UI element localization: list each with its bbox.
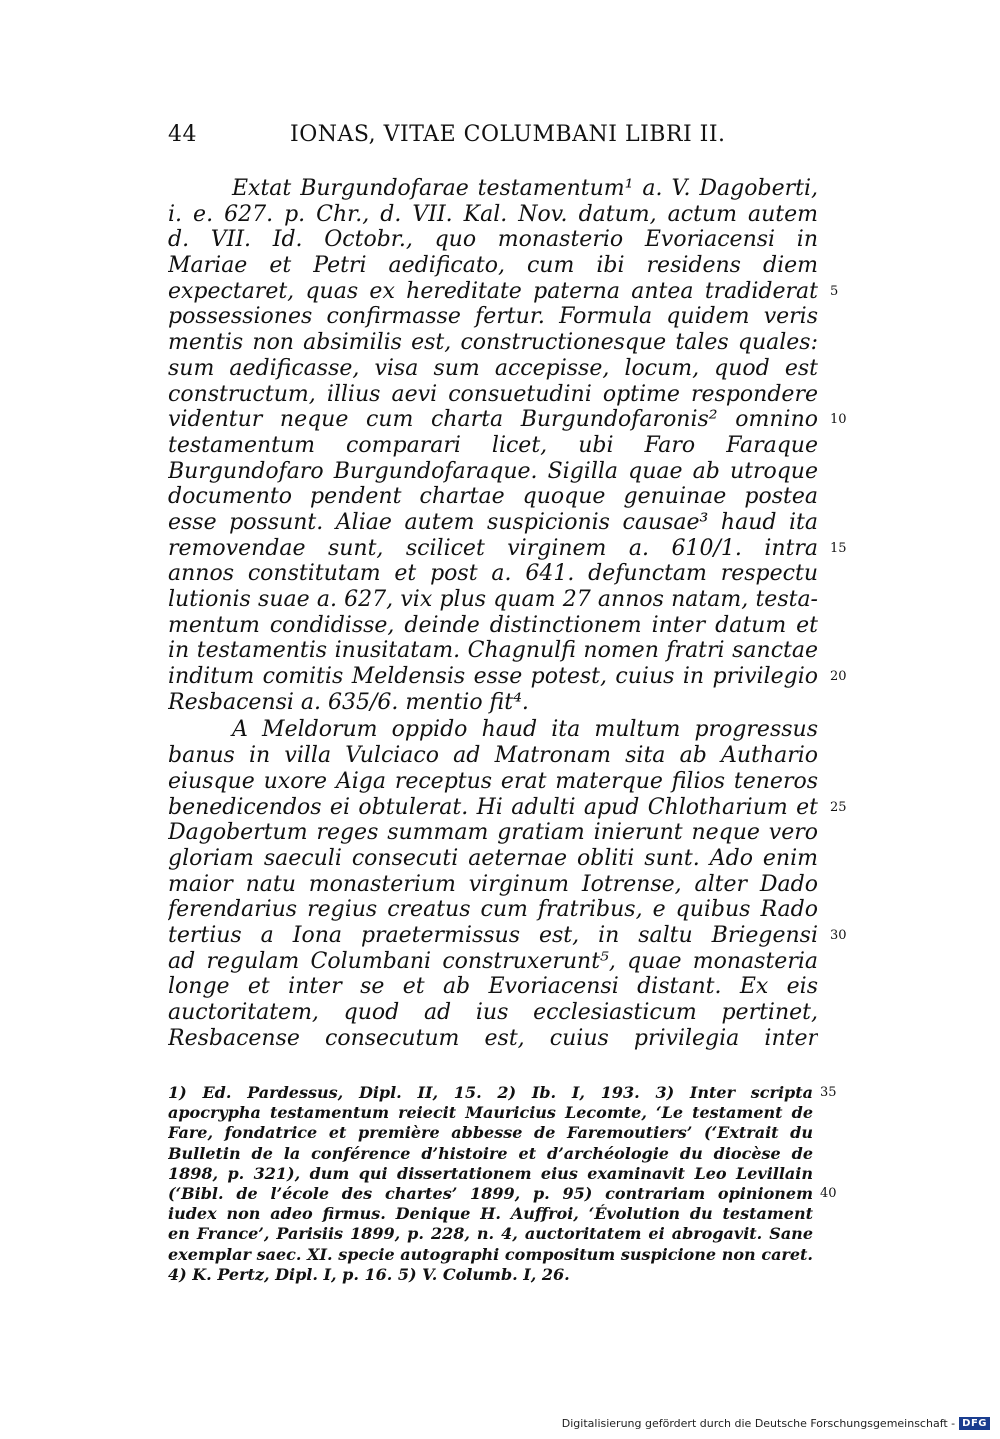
body-line — [168, 176, 818, 202]
line-number: 10 — [830, 412, 847, 428]
body-line-text: documento pendent chartae quoque genuinae postea — [168, 484, 818, 510]
running-title: IONAS, VITAE COLUMBANI LIBRI II. — [290, 122, 726, 147]
body-line-text: benedicendos ei obtulerat. Hi adulti apud Chlotharium et — [168, 794, 818, 820]
body-line — [168, 561, 818, 587]
body-line-text: longe et inter se et ab Evoriacensi distant. Ex eis — [168, 974, 818, 1000]
line-number: 25 — [830, 799, 847, 815]
body-line — [168, 1026, 818, 1052]
body-line-text: maior natu monasterium virginum Iotrense, alter Dado — [168, 871, 818, 897]
body-line-text: Dagobertum reges summam gratiam inierunt neque vero — [168, 820, 818, 846]
body-line-text: in testamentis inusitatam. Chagnulfi nomen fratri sanctae — [168, 638, 818, 664]
body-line — [168, 846, 818, 872]
page-header — [168, 122, 818, 154]
body-line-text: mentis non absimilis est, constructionesque tales quales: — [168, 330, 818, 356]
body-line-text: esse possunt. Aliae autem suspicionis causae³ haud ita — [168, 509, 818, 535]
body-line-text: testamentum comparari licet, ubi Faro Faraque — [168, 432, 818, 458]
body-line — [168, 304, 818, 330]
body-line — [168, 974, 818, 1000]
body-line — [168, 743, 818, 769]
body-line — [168, 690, 818, 716]
body-line — [168, 227, 818, 253]
body-line-text: i. e. 627. p. Chr., d. VII. Kal. Nov. datum, actum autem — [168, 201, 818, 227]
footnote-line-text: apocrypha testamentum reiecit Mauricius Lecomte, ‘Le testament de — [168, 1103, 813, 1123]
body-line-text: auctoritatem, quod ad ius ecclesiasticum pertinet, — [168, 1000, 818, 1025]
body-line — [168, 717, 818, 743]
footnote-line — [168, 1245, 818, 1265]
body-line-text: d. VII. Id. Octobr., quo monasterio Evoriacensi in — [168, 227, 818, 253]
footnote-line — [168, 1265, 818, 1285]
footnote-line — [168, 1083, 837, 1103]
line-number: 15 — [830, 540, 847, 556]
footnote-line-text: 1) Ed. Pardessus, Dipl. II, 15. 2) Ib. I, 193. 3) Inter scripta — [168, 1083, 813, 1102]
body-line — [168, 535, 847, 562]
body-line — [168, 278, 839, 305]
body-line — [168, 510, 818, 536]
body-line — [168, 820, 818, 846]
body-line-text: A Meldorum oppido haud ita multum progressus — [232, 717, 818, 743]
footnote-line — [168, 1164, 818, 1184]
body-line — [168, 613, 818, 639]
footnote-line — [168, 1144, 818, 1164]
body-line-text: Resbacense consecutum est, cuius privilegia inter — [168, 1025, 818, 1051]
body-line — [168, 382, 818, 408]
body-line-text: lutionis suae a. 627, vix plus quam 27 annos natam, testa- — [168, 587, 818, 612]
body-line — [168, 253, 818, 279]
body-line-text: gloriam saeculi consecuti aeternae obliti sunt. Ado enim — [168, 845, 818, 871]
body-line-text: videntur neque cum charta Burgundofaronis² omnino — [168, 407, 818, 433]
body-line — [168, 433, 818, 459]
body-line — [168, 202, 818, 228]
body-line-text: expectaret, quas ex hereditate paterna antea tradiderat — [168, 278, 818, 304]
body-line — [168, 1000, 818, 1026]
line-number: 35 — [820, 1085, 837, 1100]
footnote-line-text: en France’, Parisiis 1899, p. 228, n. 4, auctoritatem ei abrogavit. Sane — [168, 1224, 813, 1244]
footnote-line — [168, 1204, 818, 1224]
body-line-text: sum aedificasse, visa sum accepisse, locum, quod est — [168, 355, 818, 381]
line-number: 20 — [830, 669, 847, 685]
body-line-text: Burgundofaro Burgundofaraque. Sigilla quae ab utroque — [168, 458, 818, 484]
line-number: 30 — [830, 927, 847, 943]
footnotes — [168, 1083, 837, 1285]
body-line — [168, 769, 818, 795]
credit-text: Digitalisierung gefördert durch die Deutsche Forschungsgemeinschaft - — [561, 1417, 956, 1430]
body-line — [168, 587, 818, 613]
body-line — [168, 872, 818, 898]
footnote-line-text: Fare, fondatrice et première abbesse de Faremoutiers’ (‘Extrait du — [168, 1123, 813, 1143]
body-line-text: eiusque uxore Aiga receptus erat materque filios teneros — [168, 768, 818, 794]
body-line-text: ad regulam Columbani construxerunt⁵, quae monasteria — [168, 948, 818, 974]
body-line-text: Extat Burgundofarae testamentum¹ a. V. Dagoberti, — [232, 176, 818, 201]
body-line — [168, 459, 818, 485]
footnote-line-text: 1898, p. 321), dum qui dissertationem eius examinavit Leo Levillain — [168, 1163, 813, 1183]
body-line — [168, 484, 818, 510]
body-line — [168, 407, 847, 433]
body-line — [168, 664, 847, 690]
body-line-text: mentum condidisse, deinde distinctionem inter datum et — [168, 612, 818, 638]
footnote-line — [168, 1123, 818, 1143]
body-line-text: inditum comitis Meldensis esse potest, cuius in privilegio — [168, 664, 818, 690]
body-line — [168, 638, 818, 664]
body-line-text: banus in villa Vulciaco ad Matronam sita ab Authario — [168, 743, 818, 769]
body-line-text: tertius a Iona praetermissus est, in saltu Briegensi — [168, 922, 818, 948]
dfg-logo-icon: DFG — [959, 1417, 990, 1430]
page-number: 44 — [168, 122, 197, 147]
body-line — [168, 922, 847, 949]
footnote-line-text: 4) K. Pertz, Dipl. I, p. 16. 5) V. Columb. I, 26. — [168, 1264, 570, 1284]
body-line-text: Resbacensi a. 635/6. mentio fit⁴. — [168, 689, 529, 715]
footnote-line — [168, 1224, 818, 1244]
body-line-text: possessiones confirmasse fertur. Formula quidem veris — [168, 304, 818, 330]
body-line — [168, 330, 818, 356]
line-number: 5 — [830, 283, 839, 299]
body-line — [168, 356, 818, 382]
body-line-text: annos constitutam et post a. 641. defunctam respectu — [168, 561, 818, 587]
dfg-credit — [562, 1417, 990, 1430]
footnote-line — [168, 1103, 818, 1123]
footnote-line-text: (‘Bibl. de l’école des chartes’ 1899, p. 95) contrariam opinionem — [168, 1183, 813, 1203]
body-line-text: removendae sunt, scilicet virginem a. 610/1. intra — [168, 535, 818, 561]
body-line — [168, 794, 847, 821]
footnote-line-text: Bulletin de la conférence d’histoire et d’archéologie du diocèse de — [168, 1143, 813, 1163]
body-line — [168, 897, 818, 923]
footnote-line-text: exemplar saec. XI. specie autographi compositum suspicione non caret. — [168, 1244, 813, 1264]
line-number: 40 — [820, 1185, 837, 1201]
body-line-text: Mariae et Petri aedificato, cum ibi residens diem — [168, 253, 818, 279]
footnote-line — [168, 1183, 837, 1204]
footnote-line-text: iudex non adeo firmus. Denique H. Auffroi, ‘Évolution du testament — [168, 1204, 813, 1224]
body-line-text: ferendarius regius creatus cum fratribus, e quibus Rado — [168, 897, 818, 923]
body-line-text: constructum, illius aevi consuetudini optime respondere — [168, 381, 818, 407]
body-line — [168, 949, 818, 975]
body-text — [168, 176, 847, 1051]
